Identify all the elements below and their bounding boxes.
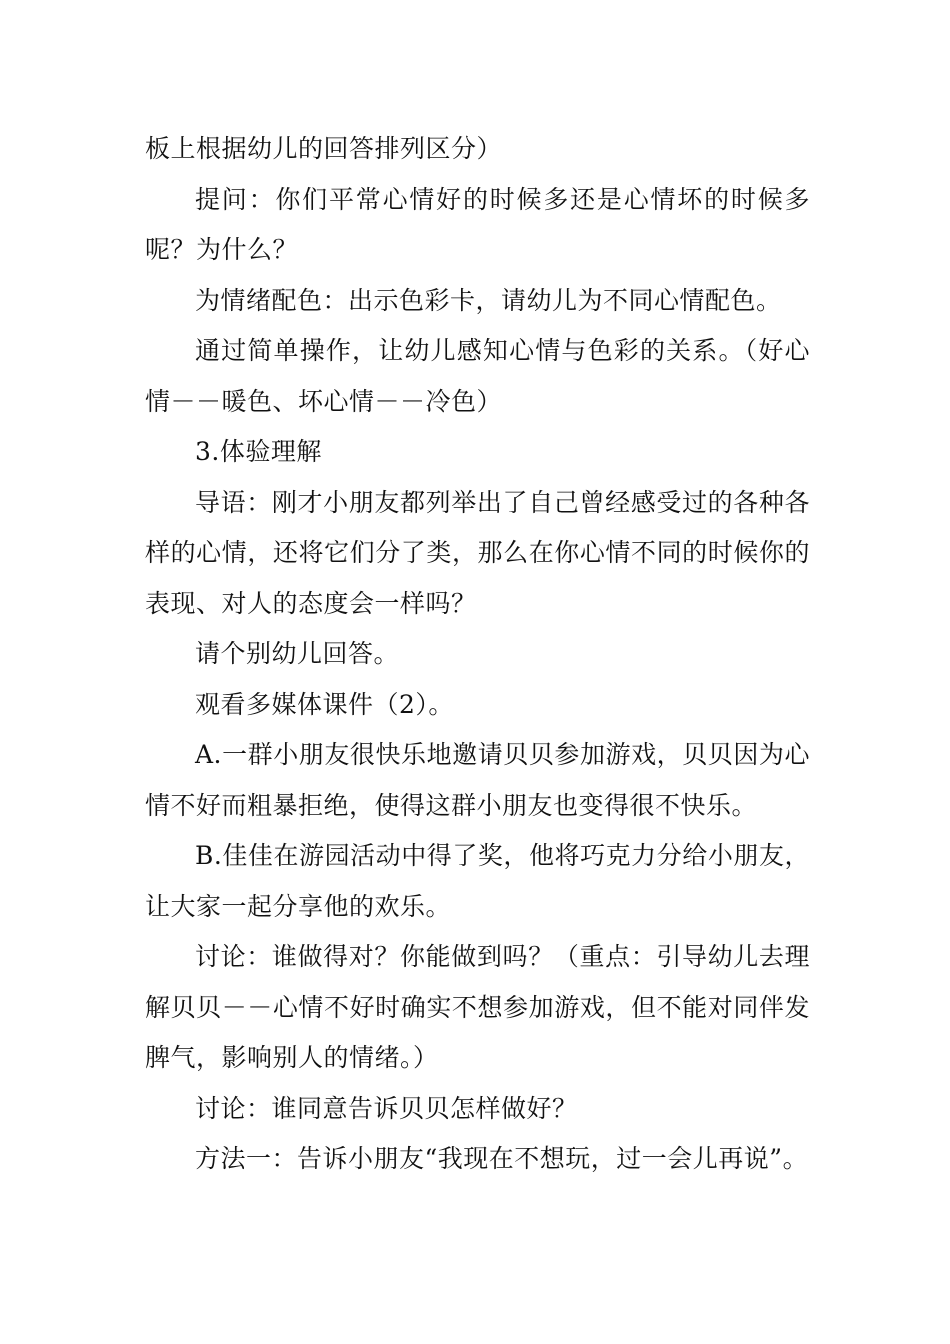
document-body [145, 124, 810, 1185]
paragraph-scenario-b: B.佳佳在游园活动中得了奖，他将巧克力分给小朋友，让大家一起分享他的欢乐。 [145, 841, 810, 921]
paragraph-scenario-a: A.一群小朋友很快乐地邀请贝贝参加游戏，贝贝因为心情不好而粗暴拒绝，使得这群小朋友也变得很不快乐。 [145, 740, 810, 820]
paragraph-multimedia: 观看多媒体课件（2）。 [195, 689, 454, 719]
paragraph-guide: 导语：刚才小朋友都列举出了自己曾经感受过的各种各样的心情，还将它们分了类，那么在你心情不同的时候你的表现、对人的态度会一样吗？ [145, 487, 810, 618]
paragraph-method-one: 方法一：告诉小朋友“我现在不想玩，过一会儿再说”。 [195, 1144, 809, 1173]
paragraph-continuation: 板上根据幼儿的回答排列区分） [145, 134, 503, 163]
paragraph-individual-answer: 请个别幼儿回答。 [195, 639, 400, 668]
paragraph-color-matching: 为情绪配色：出示色彩卡，请幼儿为不同心情配色。 [195, 285, 782, 315]
paragraph-simple-operation: 通过简单操作，让幼儿感知心情与色彩的关系。（好心情－－暖色、坏心情－－冷色） [145, 336, 810, 416]
section-heading-experience: 3.体验理解 [195, 437, 322, 466]
paragraph-discussion-1: 讨论：谁做得对？你能做到吗？（重点：引导幼儿去理解贝贝－－心情不好时确实不想参加游戏，但不能对同伴发脾气，影响别人的情绪。） [145, 942, 810, 1072]
paragraph-question: 提问：你们平常心情好的时候多还是心情坏的时候多呢？为什么？ [145, 184, 810, 264]
paragraph-discussion-2: 讨论：谁同意告诉贝贝怎样做好？ [195, 1093, 578, 1123]
